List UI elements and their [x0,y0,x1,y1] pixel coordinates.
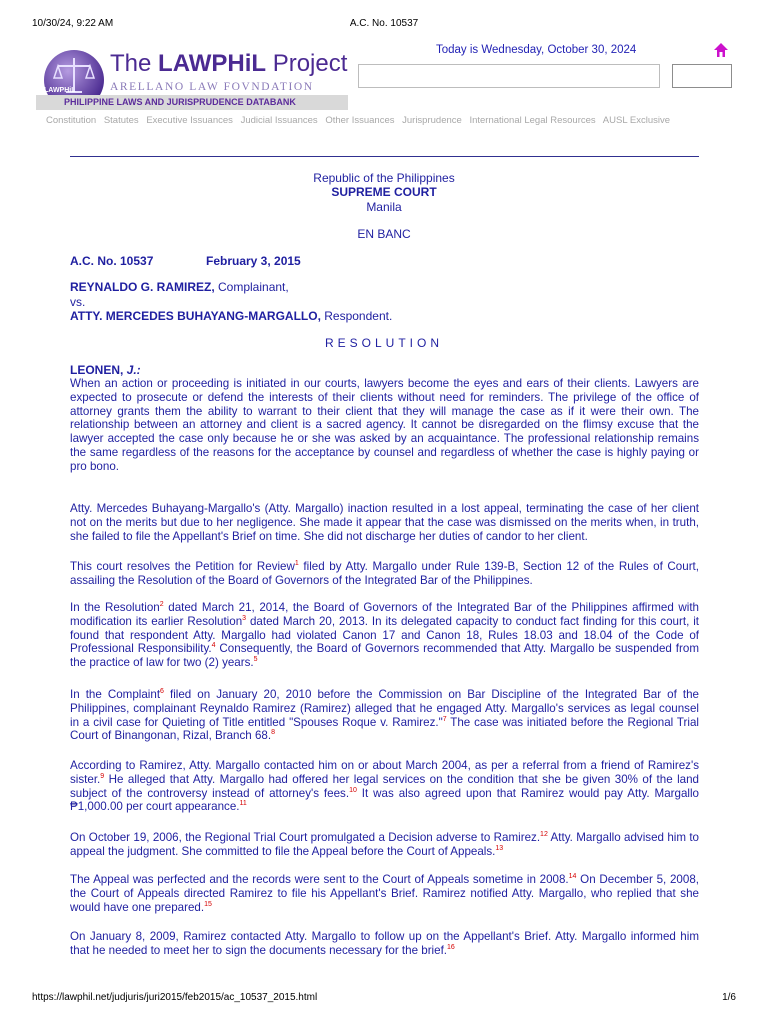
paragraph-3: This court resolves the Petition for Review$^1$ filed by Atty. Margallo under Rule 139-B, Section 12 of the Rules of Court, assailing the Resolution of the Board of Governors of the Integrated Bar of the Philippines. [70,560,699,587]
footnote-ref[interactable]: 9 [100,772,105,780]
paragraph-1: When an action or proceeding is initiated in our courts, lawyers become the eyes and ears of their clients. Lawyers are expected to prosecute or defend the interests of their clients without need for reminders. The privilege of the office of attorney grants them the ability to warrant to their client that they will manage the case as if it were their own. The relationship between an attorney and client is a sacred agency. It cannot be disregarded on the flimsy excuse that the lawyer accepted the case only because he or she was asked by an acquaintance. The professional relationship remains the same regardless of the reasons for the acceptance by counsel and regardless of whether the case is highly paying or pro bono. [70,377,699,473]
nav-other-issuances[interactable]: Other Issuances [325,115,395,126]
nav-executive-issuances[interactable]: Executive Issuances [146,115,233,126]
footnote-ref[interactable]: 1 [294,560,299,568]
databank-banner: PHILIPPINE LAWS AND JURISPRUDENCE DATABANK [36,95,348,110]
footnote-ref[interactable]: 5 [253,656,258,664]
paragraph-8: The Appeal was perfected and the records were sent to the Court of Appeals sometime in 2008.14 On December 5, 2008, the Court of Appeals directed Ramirez to file his Appellant's Brief. Ramirez notified Atty. Margallo, who replied that she would have one prepared.$^{15}$ [70,873,699,914]
print-title: A.C. No. 10537 [349,18,419,29]
footnote-ref[interactable]: 10 [349,786,357,794]
nav-statutes[interactable]: Statutes [103,115,139,126]
footnote-ref[interactable]: 2 [159,601,164,609]
ponente-title: J.: [123,363,141,377]
ponente-line [70,363,141,377]
print-datetime: 10/30/24, 9:22 AM [32,18,114,29]
paragraph-5: In the Complaint$^6$ filed on January 20, 2010 before the Commission on Bar Discipline of the Integrated Bar of the Philippines, complainant Reynaldo Ramirez (Ramirez) alleged that he engaged Atty. Margallo's services as legal counsel in a civil case for Quieting of Title entitled "Spouses Roque v. Ramirez."$^7$ The case was initiated before the Regional Trial Court of Binangonan, Rizal, Branch 68.$^8$ [70,688,699,743]
home-icon[interactable] [713,42,729,58]
respondent-line [70,309,392,323]
versus-label: vs. [70,295,86,309]
search-input[interactable] [358,64,660,88]
case-date: February 3, 2015 [206,254,301,268]
footnote-ref[interactable]: 12 [540,831,548,839]
respondent-role: Respondent. [320,309,393,323]
brand-prefix: The [110,50,152,77]
footnote-ref[interactable]: 14 [568,873,577,881]
paragraph-9: On January 8, 2009, Ramirez contacted Atty. Margallo to follow up on the Appellant's Brief. Atty. Margallo informed him that he needed to meet her to sign the documents necessary for the brief.$^{16}$ [70,930,699,957]
print-url: https://lawphil.net/judjuris/juri2015/feb2015/ac_10537_2015.html [32,992,318,1003]
footnote-ref[interactable]: 16 [447,943,455,951]
respondent-name: ATTY. MERCEDES BUHAYANG-MARGALLO, [70,309,321,323]
foundation-name: ARELLANO LAW FOVNDATION [110,81,314,93]
resolution-heading: RESOLUTION [324,336,443,350]
court-name: SUPREME COURT [331,185,437,199]
complainant-role: Complainant, [214,280,289,294]
brand-suffix: Project [272,50,348,77]
today-date: Today is Wednesday, October 30, 2024 [436,44,637,56]
paragraph-2: Atty. Mercedes Buhayang-Margallo's (Atty. Margallo) inaction resulted in a lost appeal, terminating the case of her client not on the merits but due to her negligence. She made it appear that the case was dismissed on the merits when, in truth, she failed to file the Appellant's Brief on time. She did not discharge her duties of candor to her client. [70,502,699,543]
nav-ausl-exclusive[interactable]: AUSL Exclusive [602,115,671,126]
footnote-ref[interactable]: 8 [271,729,275,737]
nav-jurisprudence[interactable]: Jurisprudence [402,115,462,126]
paragraph-6: According to Ramirez, Atty. Margallo contacted him on or about March 2004, as per a referral from a friend of Ramirez's sister.$^9$ He alleged that Atty. Margallo had offered her legal services on the condition that she be given 30% of the land subject of the controversy instead of attorney's fees.$^{10}$ It was also agreed upon that Ramirez would pay Atty. Margallo ₱1,000.00 per court appearance.$^{11}$ [70,759,699,814]
complainant-name: REYNALDO G. RAMIREZ, [70,280,215,294]
footnote-ref[interactable]: 6 [160,688,164,696]
header-divider [70,156,699,157]
nav-international-legal-resources[interactable]: International Legal Resources [469,115,596,126]
print-header [32,18,736,32]
division-label: EN BANC [357,227,411,241]
main-nav [46,115,675,126]
nav-constitution[interactable]: Constitution [46,115,97,126]
footnote-ref[interactable]: 3 [242,614,247,622]
court-city: Manila [366,200,402,214]
case-heading [70,254,301,268]
footnote-ref[interactable]: 13 [495,844,504,852]
print-page: 1/6 [722,992,736,1003]
logo-tag: LAWPHiL [44,87,76,94]
paragraph-4: In the Resolution$^2$ dated March 21, 2014, the Board of Governors of the Integrated Bar of the Philippines affirmed with modification its earlier Resolution$^3$ dated March 20, 2013. In its delegated capacity to conduct fact finding for this court, it found that respondent Atty. Margallo had violated Canon 17 and Canon 18, Rules 18.03 and 18.04 of the Code of Professional Responsibility.$^4$ Consequently, the Board of Governors recommended that Atty. Margallo be suspended from the practice of law for two (2) years.$^5$ [70,601,699,670]
ponente-name: LEONEN, [70,363,124,377]
footnote-ref[interactable]: 7 [442,715,447,723]
complainant-line [70,280,289,294]
footnote-ref[interactable]: 4 [211,642,216,650]
case-number: A.C. No. 10537 [70,254,154,268]
nav-judicial-issuances[interactable]: Judicial Issuances [240,115,318,126]
search-button[interactable] [672,64,732,88]
republic-line: Republic of the Philippines [313,171,455,185]
print-footer [32,992,736,1006]
footnote-ref[interactable]: 11 [239,800,247,808]
site-brand[interactable] [110,50,347,78]
paragraph-7: On October 19, 2006, the Regional Trial Court promulgated a Decision adverse to Ramirez.$^{12}$ Atty. Margallo advised him to appeal the judgment. She committed to file the Appeal before the Court of Appeals.$^{13}$ [70,831,700,858]
footnote-ref[interactable]: 15 [204,900,212,908]
brand-name: LAWPHiL [158,50,267,77]
